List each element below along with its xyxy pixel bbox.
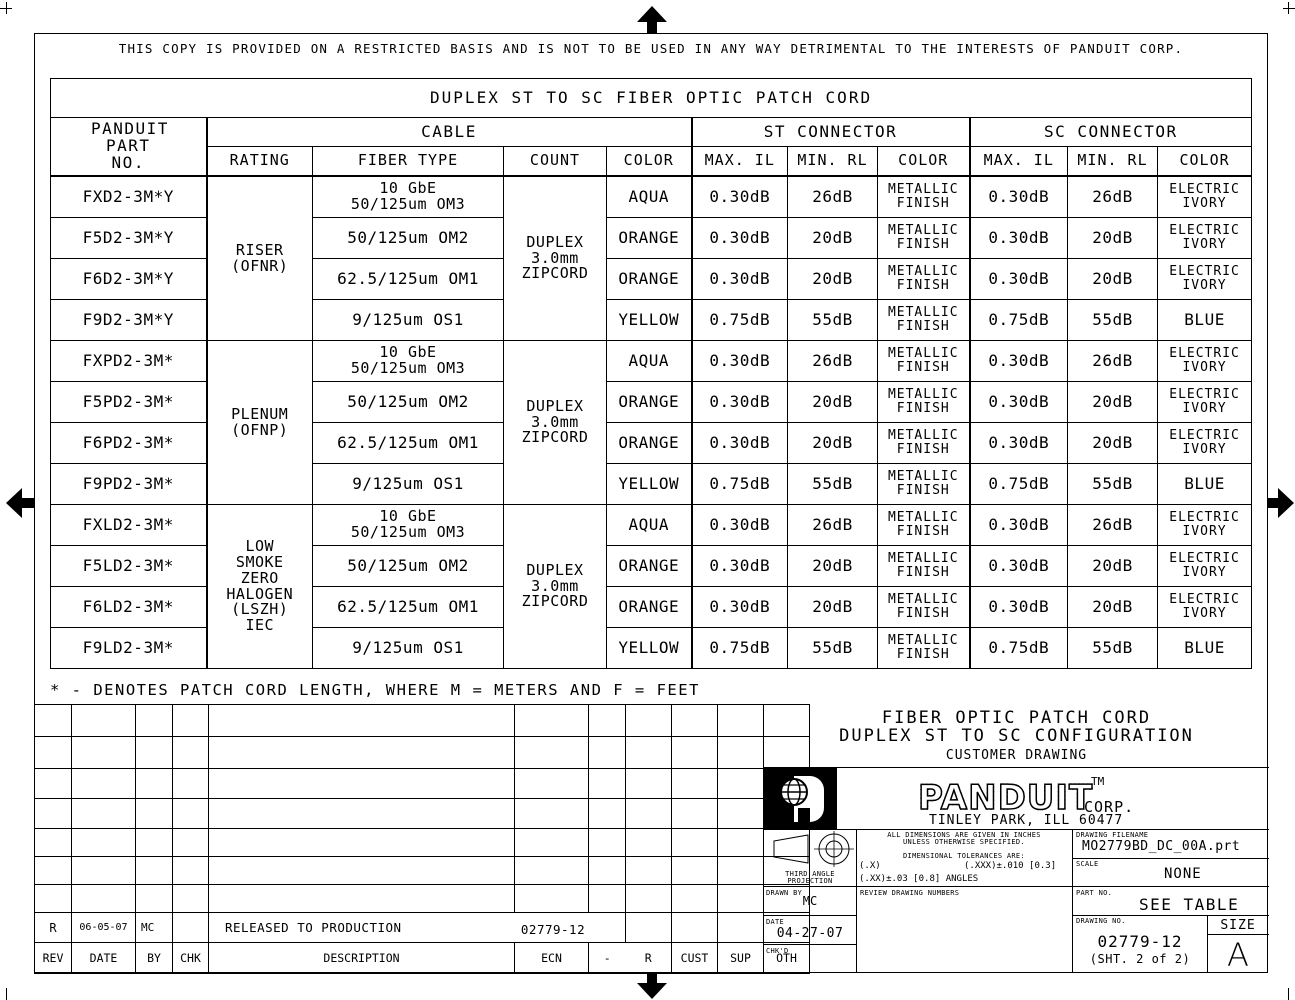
sc-color — [1158, 259, 1252, 300]
sc-color — [1158, 505, 1252, 546]
fiber-type — [313, 423, 504, 464]
cell-line: FINISH — [896, 196, 950, 211]
part-number: FXPD2-3M* — [51, 341, 207, 382]
st-max-il: 0.75dB — [692, 628, 788, 669]
revision-header: ECN — [515, 943, 589, 974]
cell-line: FINISH — [896, 606, 950, 621]
cell-line: IVORY — [1182, 278, 1227, 293]
st-min-rl: 26dB — [788, 341, 878, 382]
fiber-type — [313, 259, 504, 300]
sc-min-rl: 26dB — [1068, 176, 1158, 218]
tolerance-label: DIMENSIONAL TOLERANCES ARE: — [903, 852, 1025, 860]
st-max-il: 0.75dB — [692, 300, 788, 341]
cell-line: 50/125um OM2 — [347, 391, 469, 411]
corner-mark — [1283, 8, 1295, 9]
sc-max-il: 0.30dB — [970, 587, 1068, 628]
sc-min-rl: 55dB — [1068, 300, 1158, 341]
sc-min-rl: 26dB — [1068, 505, 1158, 546]
st-min-rl: 20dB — [788, 546, 878, 587]
st-color — [878, 546, 970, 587]
sc-min-rl: 55dB — [1068, 464, 1158, 505]
st-min-rl: 20dB — [788, 423, 878, 464]
cell-line: METALLIC — [887, 305, 959, 321]
part-number: F5D2-3M*Y — [51, 218, 207, 259]
footnote: * - DENOTES PATCH CORD LENGTH, WHERE M = METERS AND F = FEET — [50, 681, 700, 699]
sheet-value: (SHT. 2 of 2) — [1089, 952, 1191, 966]
cable-color: ORANGE — [607, 259, 692, 300]
cell-line: IVORY — [1182, 524, 1227, 539]
cable-color: YELLOW — [607, 464, 692, 505]
table-row — [51, 505, 1252, 546]
third-angle-projection-icon — [766, 831, 854, 867]
table-title: DUPLEX ST TO SC FIBER OPTIC PATCH CORD — [51, 79, 1252, 118]
st-max-il: 0.75dB — [692, 464, 788, 505]
rating-cell — [207, 341, 313, 505]
cell-line: BLUE — [1184, 473, 1225, 493]
st-color — [878, 587, 970, 628]
corner-mark — [1288, 2, 1289, 14]
fiber-type — [313, 382, 504, 423]
st-min-rl: 55dB — [788, 464, 878, 505]
revision-header: DESCRIPTION — [209, 943, 515, 974]
sc-min-rl: 20dB — [1068, 423, 1158, 464]
rating-cell — [207, 505, 313, 669]
revision-header: - — [589, 943, 626, 974]
cell-line: 62.5/125um OM1 — [337, 596, 479, 616]
cell-line: DUPLEX — [526, 396, 584, 415]
part-no-header: PANDUIT PART NO. — [51, 118, 207, 177]
projection-label: PROJECTION — [787, 877, 833, 885]
tolerance-xx: (.XX)±.03 [0.8] ANGLES — [859, 874, 979, 884]
st-min-rl: 20dB — [788, 218, 878, 259]
st-color — [878, 505, 970, 546]
cell-line: 10 GbE — [379, 343, 437, 362]
count-cell — [504, 176, 607, 341]
panduit-wordmark: PANDUIT — [918, 778, 1094, 818]
st-max-il: 0.30dB — [692, 176, 788, 218]
st-max-il: 0.30dB — [692, 587, 788, 628]
st-color — [878, 176, 970, 218]
cable-color: ORANGE — [607, 423, 692, 464]
arrow-up-icon — [635, 4, 669, 34]
cell-line: ELECTRIC — [1169, 346, 1240, 362]
revision-header: CHK — [173, 943, 209, 974]
part-no-value: SEE TABLE — [1139, 895, 1240, 914]
st-color — [878, 341, 970, 382]
divider — [1072, 858, 1269, 859]
cell-line: 3.0mm — [531, 412, 579, 431]
sc-color — [1158, 423, 1252, 464]
divider — [856, 829, 857, 973]
count-cell — [504, 505, 607, 669]
sc-color — [1158, 300, 1252, 341]
cell-line: FINISH — [896, 237, 950, 252]
cell-line: METALLIC — [887, 551, 959, 567]
st-min-rl: 20dB — [788, 587, 878, 628]
cable-color: AQUA — [607, 341, 692, 382]
cell-line: HALOGEN — [226, 584, 294, 603]
cell-line: SMOKE — [235, 553, 284, 571]
third-angle-label: THIRD ANGLE — [785, 870, 835, 878]
cell-line: IVORY — [1182, 360, 1227, 375]
cell-line: BLUE — [1184, 637, 1225, 657]
cell-line: 9/125um OS1 — [352, 473, 464, 493]
cell-line: FINISH — [896, 442, 950, 457]
cell-line: 10 GbE — [379, 179, 437, 198]
st-connector-header: ST CONNECTOR — [692, 118, 970, 147]
cable-color: YELLOW — [607, 628, 692, 669]
revision-table — [34, 704, 810, 974]
sc-max-il: 0.30dB — [970, 176, 1068, 218]
rev-ecn: 02779-12 — [516, 922, 590, 937]
sc-max-il: 0.30dB — [970, 218, 1068, 259]
part-number: F6D2-3M*Y — [51, 259, 207, 300]
cell-line: IVORY — [1182, 606, 1227, 621]
rev-by: MC — [136, 913, 173, 943]
fiber-type — [313, 628, 504, 669]
sc-connector-header: SC CONNECTOR — [970, 118, 1252, 147]
cell-line: 50/125um OM3 — [350, 195, 466, 213]
cable-color: ORANGE — [607, 587, 692, 628]
cell-line: 50/125um OM3 — [350, 359, 466, 377]
cell-line: RISER — [235, 240, 284, 259]
tolerance-xxx: (.XXX)±.010 [0.3] — [964, 861, 1057, 871]
cell-line: LOW — [245, 537, 275, 556]
st-color — [878, 300, 970, 341]
chkd-label: CHK'D — [766, 947, 789, 955]
cell-line: FINISH — [896, 319, 950, 334]
cable-color: ORANGE — [607, 382, 692, 423]
cell-line: IVORY — [1182, 237, 1227, 252]
revision-header: BY — [136, 943, 173, 974]
cell-line: IVORY — [1182, 401, 1227, 416]
fiber-type — [313, 464, 504, 505]
sc-color — [1158, 587, 1252, 628]
revision-header: REV — [35, 943, 72, 974]
column-header: COLOR — [878, 147, 970, 177]
st-max-il: 0.30dB — [692, 423, 788, 464]
cell-line: ELECTRIC — [1169, 264, 1240, 280]
cell-line: METALLIC — [887, 223, 959, 239]
cell-line: METALLIC — [887, 592, 959, 608]
sc-min-rl: 20dB — [1068, 382, 1158, 423]
cell-line: ELECTRIC — [1169, 551, 1240, 567]
st-max-il: 0.30dB — [692, 341, 788, 382]
sc-min-rl: 26dB — [1068, 341, 1158, 382]
drawing-title-1: FIBER OPTIC PATCH CORD — [881, 708, 1152, 728]
cell-line: 62.5/125um OM1 — [337, 268, 479, 288]
cell-line: 62.5/125um OM1 — [337, 432, 479, 452]
st-min-rl: 26dB — [788, 176, 878, 218]
cell-line: ZIPCORD — [521, 428, 589, 447]
fiber-type — [313, 218, 504, 259]
cell-line: 50/125um OM2 — [347, 555, 469, 575]
rev-date: 06-05-07 — [72, 913, 136, 943]
cable-color: YELLOW — [607, 300, 692, 341]
panduit-p-logo — [764, 768, 836, 829]
st-color — [878, 628, 970, 669]
st-color — [878, 382, 970, 423]
revision-header: OTH — [764, 943, 810, 974]
st-min-rl: 55dB — [788, 628, 878, 669]
cell-line: 3.0mm — [531, 576, 579, 595]
cell-line: ELECTRIC — [1169, 182, 1240, 198]
scale-label: SCALE — [1076, 860, 1099, 868]
corner-mark — [1288, 988, 1289, 1000]
cell-line: FINISH — [896, 278, 950, 293]
st-max-il: 0.30dB — [692, 382, 788, 423]
corner-mark — [6, 988, 7, 1000]
scale-value: NONE — [1164, 866, 1202, 882]
cell-line: ELECTRIC — [1169, 223, 1240, 239]
trademark: TM — [1091, 775, 1105, 788]
divider — [764, 944, 856, 945]
size-label: SIZE — [1220, 918, 1256, 933]
fiber-type — [313, 176, 504, 218]
part-number: F9D2-3M*Y — [51, 300, 207, 341]
cell-line: 50/125um OM2 — [347, 227, 469, 247]
cell-line: IEC — [245, 616, 275, 634]
fiber-type — [313, 587, 504, 628]
column-header: RATING — [207, 147, 313, 177]
drawn-by-label: DRAWN BY — [766, 889, 803, 897]
drawing-title-2: DUPLEX ST TO SC CONFIGURATION — [839, 726, 1194, 746]
rev-value: R — [35, 913, 72, 943]
dims-note-2: UNLESS OTHERWISE SPECIFIED. — [903, 838, 1025, 846]
spec-table — [50, 78, 1252, 669]
cell-line: METALLIC — [887, 633, 959, 649]
filename-value: MO2779BD_DC_00A.prt — [1082, 839, 1241, 854]
date-value: 04-27-07 — [776, 926, 844, 941]
title-block — [34, 704, 1268, 973]
cell-line: (LSZH) — [231, 600, 289, 619]
cell-line: PLENUM — [231, 404, 289, 423]
cell-line: FINISH — [896, 565, 950, 580]
cell-line: METALLIC — [887, 182, 959, 198]
revision-header: CUST — [672, 943, 718, 974]
column-header: MIN. RL — [788, 147, 878, 177]
corp-label: CORP. — [1084, 798, 1135, 816]
cable-color: ORANGE — [607, 218, 692, 259]
corner-mark — [6, 2, 7, 14]
sc-color — [1158, 628, 1252, 669]
divider — [764, 829, 1269, 830]
part-number: F9PD2-3M* — [51, 464, 207, 505]
sc-max-il: 0.30dB — [970, 546, 1068, 587]
st-min-rl: 55dB — [788, 300, 878, 341]
cell-line: METALLIC — [887, 387, 959, 403]
st-color — [878, 259, 970, 300]
drawing-title-3: CUSTOMER DRAWING — [945, 748, 1088, 763]
st-color — [878, 464, 970, 505]
revision-header: R — [626, 943, 672, 974]
sc-max-il: 0.75dB — [970, 464, 1068, 505]
revision-header: DATE — [72, 943, 136, 974]
st-min-rl: 26dB — [788, 505, 878, 546]
cell-line: 10 GbE — [379, 507, 437, 526]
part-number: F6PD2-3M* — [51, 423, 207, 464]
cell-line: 9/125um OS1 — [352, 637, 464, 657]
part-number: F5PD2-3M* — [51, 382, 207, 423]
cell-line: METALLIC — [887, 346, 959, 362]
arrow-down-icon — [635, 973, 669, 1000]
rating-cell — [207, 176, 313, 341]
tolerance-x: (.X) — [859, 861, 881, 871]
fiber-type — [313, 505, 504, 546]
part-number: F5LD2-3M* — [51, 546, 207, 587]
cable-header: CABLE — [207, 118, 692, 147]
column-header: COUNT — [504, 147, 607, 177]
fiber-type — [313, 546, 504, 587]
cell-line: IVORY — [1182, 565, 1227, 580]
cell-line: 50/125um OM3 — [350, 523, 466, 541]
cell-line: (OFNR) — [231, 256, 289, 275]
sc-color — [1158, 176, 1252, 218]
cell-line: FINISH — [896, 647, 950, 662]
globe-icon — [764, 768, 836, 829]
arrow-left-icon — [4, 486, 34, 520]
st-max-il: 0.30dB — [692, 546, 788, 587]
sc-min-rl: 20dB — [1068, 259, 1158, 300]
st-max-il: 0.30dB — [692, 218, 788, 259]
cable-color: AQUA — [607, 505, 692, 546]
sc-min-rl: 55dB — [1068, 628, 1158, 669]
restriction-notice: THIS COPY IS PROVIDED ON A RESTRICTED BASIS AND IS NOT TO BE USED IN ANY WAY DETRIMENTAL TO THE INTERESTS OF PANDUIT CORP. — [118, 41, 1184, 56]
cell-line: FINISH — [896, 524, 950, 539]
cell-line: 3.0mm — [531, 248, 579, 267]
cell-line: ELECTRIC — [1169, 510, 1240, 526]
dims-note-1: ALL DIMENSIONS ARE GIVEN IN INCHES — [887, 831, 1041, 839]
cell-line: DUPLEX — [526, 232, 584, 251]
revision-row — [35, 913, 810, 943]
sc-max-il: 0.30dB — [970, 423, 1068, 464]
cell-line: ELECTRIC — [1169, 592, 1240, 608]
cell-line: FINISH — [896, 401, 950, 416]
sc-min-rl: 20dB — [1068, 587, 1158, 628]
column-header: COLOR — [1158, 147, 1252, 177]
divider — [1207, 934, 1269, 935]
size-value: A — [1227, 936, 1249, 974]
sc-min-rl: 20dB — [1068, 218, 1158, 259]
sc-max-il: 0.75dB — [970, 300, 1068, 341]
sc-max-il: 0.30dB — [970, 505, 1068, 546]
cell-line: ZIPCORD — [521, 264, 589, 283]
arrow-right-icon — [1268, 486, 1295, 520]
date-label: DATE — [766, 918, 785, 926]
fiber-type — [313, 300, 504, 341]
cell-line: IVORY — [1182, 442, 1227, 457]
count-cell — [504, 341, 607, 505]
column-header: MIN. RL — [1068, 147, 1158, 177]
part-number: FXD2-3M*Y — [51, 176, 207, 218]
title-block-right — [763, 704, 1268, 973]
column-header: COLOR — [607, 147, 692, 177]
sc-min-rl: 20dB — [1068, 546, 1158, 587]
st-min-rl: 20dB — [788, 382, 878, 423]
part-no-label: PART NO. — [1076, 889, 1113, 897]
st-max-il: 0.30dB — [692, 259, 788, 300]
st-color — [878, 218, 970, 259]
cell-line: METALLIC — [887, 428, 959, 444]
cell-line: DUPLEX — [526, 560, 584, 579]
divider — [764, 886, 1072, 887]
divider — [836, 768, 837, 829]
drawing-no-label: DRAWING NO. — [1076, 917, 1126, 925]
part-number: F9LD2-3M* — [51, 628, 207, 669]
cell-line: ELECTRIC — [1169, 428, 1240, 444]
st-color — [878, 423, 970, 464]
divider — [1072, 915, 1269, 916]
sc-max-il: 0.30dB — [970, 341, 1068, 382]
sc-max-il: 0.30dB — [970, 382, 1068, 423]
sc-color — [1158, 464, 1252, 505]
divider — [764, 915, 856, 916]
column-header: MAX. IL — [970, 147, 1068, 177]
sc-color — [1158, 341, 1252, 382]
rev-description: RELEASED TO PRODUCTION — [209, 913, 589, 943]
drawing-no-value: 02779-12 — [1097, 932, 1183, 951]
cell-line: FINISH — [896, 360, 950, 375]
table-row — [51, 341, 1252, 382]
divider — [764, 767, 1269, 768]
table-row — [51, 176, 1252, 218]
st-max-il: 0.30dB — [692, 505, 788, 546]
revision-header: SUP — [718, 943, 764, 974]
sc-color — [1158, 382, 1252, 423]
column-header: MAX. IL — [692, 147, 788, 177]
drawn-by-value: MC — [802, 894, 818, 908]
cable-color: AQUA — [607, 176, 692, 218]
divider — [1072, 886, 1269, 887]
sc-max-il: 0.75dB — [970, 628, 1068, 669]
cell-line: METALLIC — [887, 264, 959, 280]
column-header: FIBER TYPE — [313, 147, 504, 177]
cell-line: ZIPCORD — [521, 592, 589, 611]
company-location: TINLEY PARK, ILL 60477 — [929, 813, 1124, 828]
cell-line: FINISH — [896, 483, 950, 498]
sc-color — [1158, 546, 1252, 587]
filename-label: DRAWING FILENAME — [1076, 831, 1149, 839]
cell-line: IVORY — [1182, 196, 1227, 211]
sc-color — [1158, 218, 1252, 259]
part-number: F6LD2-3M* — [51, 587, 207, 628]
cell-line: 9/125um OS1 — [352, 309, 464, 329]
review-label: REVIEW DRAWING NUMBERS — [860, 889, 960, 897]
cell-line: BLUE — [1184, 309, 1225, 329]
cell-line: (OFNP) — [231, 420, 289, 439]
cell-line: METALLIC — [887, 469, 959, 485]
cell-line: ELECTRIC — [1169, 387, 1240, 403]
cell-line: METALLIC — [887, 510, 959, 526]
fiber-type — [313, 341, 504, 382]
cable-color: ORANGE — [607, 546, 692, 587]
cell-line: ZERO — [240, 568, 279, 587]
part-number: FXLD2-3M* — [51, 505, 207, 546]
st-min-rl: 20dB — [788, 259, 878, 300]
sc-max-il: 0.30dB — [970, 259, 1068, 300]
